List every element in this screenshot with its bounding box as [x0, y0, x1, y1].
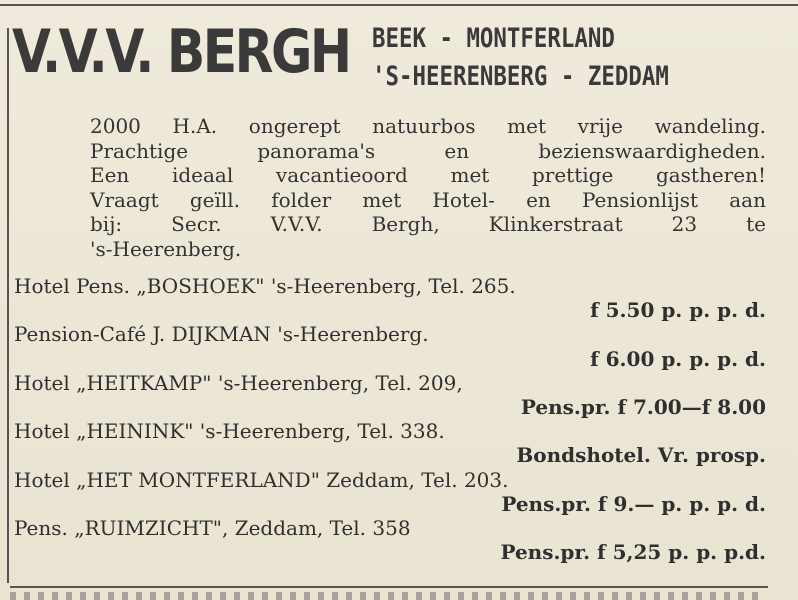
listing-name: Hotel Pens. „BOSHOEK" 's-Heerenberg, Tel. 265. — [14, 274, 516, 298]
listing-name: Pension-Café J. DIJKMAN 's-Heerenberg. — [14, 322, 429, 347]
description — [90, 114, 766, 261]
place-line-1: BEEK - MONTFERLAND — [372, 23, 615, 54]
accommodation-list — [14, 274, 766, 564]
listing-detail: f 5.50 p. p. p. d. — [590, 298, 766, 323]
description-line: 2000 H.A. ongerept natuurbos met vrije wandeling. — [90, 114, 766, 138]
description-line: bij: Secr. V.V.V. Bergh, Klinkerstraat 23 te — [90, 212, 766, 236]
description-line: Vraagt geïll. folder met Hotel- en Pensionlijst aan — [90, 187, 766, 212]
place-names — [372, 20, 669, 96]
place-line-2: 'S-HEERENBERG - ZEDDAM — [372, 61, 669, 92]
listing-detail: f 6.00 p. p. p. d. — [590, 346, 766, 371]
description-line: Een ideaal vacantieoord met prettige gastheren! — [90, 163, 766, 187]
listing-name: Pens. „RUIMZICHT", Zeddam, Tel. 358 — [14, 516, 411, 541]
listing-detail: Pens.pr. f 7.00—f 8.00 — [520, 395, 766, 420]
listing-detail: Pens.pr. f 9.— p. p. p. d. — [501, 491, 766, 516]
ad-title: V.V.V. BERGH — [12, 17, 350, 87]
listing-name: Hotel „HEININK" 's-Heerenberg, Tel. 338. — [14, 419, 445, 444]
next-ad-edge — [10, 592, 758, 600]
top-border-rule — [0, 4, 798, 6]
listing-detail: Pens.pr. f 5,25 p. p. p.d. — [500, 540, 766, 565]
listing-detail: Bondshotel. Vr. prosp. — [516, 443, 766, 468]
bottom-border-rule — [10, 586, 768, 588]
listing-name: Hotel „HET MONTFERLAND" Zeddam, Tel. 203. — [14, 467, 509, 492]
left-border-rule — [7, 28, 9, 583]
description-line: Prachtige panorama's en bezienswaardigheden. — [90, 138, 766, 163]
listing-name: Hotel „HEITKAMP" 's-Heerenberg, Tel. 209, — [14, 370, 463, 395]
description-line: 's-Heerenberg. — [90, 236, 242, 261]
